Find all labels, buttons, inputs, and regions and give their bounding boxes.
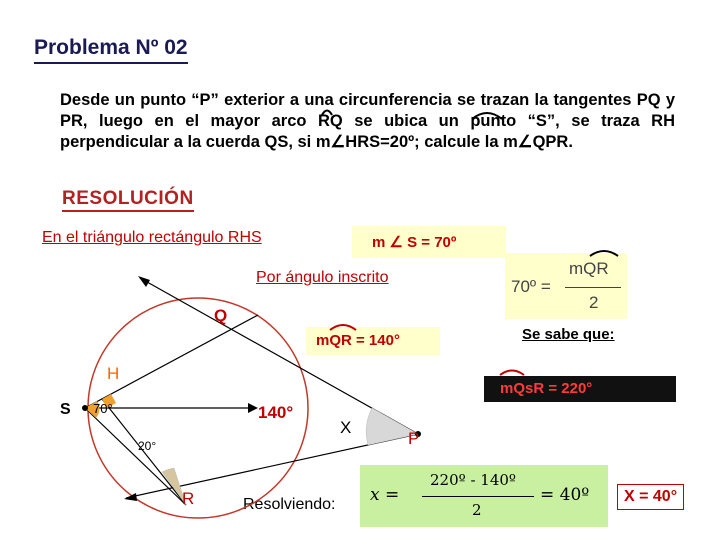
point-s <box>82 405 88 411</box>
label-x: X <box>340 418 352 437</box>
label-p: P <box>408 429 420 448</box>
arrowhead <box>248 403 258 413</box>
formula-numerator: mQR <box>569 259 609 278</box>
formula-lhs: 70º = <box>511 277 551 296</box>
label-angle-r: 20° <box>138 439 157 453</box>
arc-qr-value: mQR = 140° <box>316 332 400 349</box>
arc-mark <box>472 113 502 119</box>
formula-denominator: 2 <box>589 293 599 312</box>
arc-mark <box>322 111 332 116</box>
known-label: Se sabe que: <box>522 326 615 343</box>
equation-numerator: 220º - 140º <box>430 471 516 489</box>
step1-result: m ∠ S = 70º <box>372 234 457 251</box>
arc-qsr-value: mQsR = 220° <box>500 380 593 397</box>
equation-rhs: = 40º <box>540 485 590 505</box>
solve-label: Resolviendo: <box>243 496 336 513</box>
label-s: S <box>60 401 71 418</box>
answer-box: X = 40° <box>617 484 684 510</box>
label-arc-140: 140° <box>258 403 294 422</box>
segment-sr <box>85 408 186 505</box>
arc-mark <box>500 371 524 376</box>
arrowhead <box>138 276 150 287</box>
label-q: Q <box>214 306 228 325</box>
section-title: RESOLUCIÓN <box>62 188 194 212</box>
label-r: R <box>182 489 195 508</box>
problem-statement: Desde un punto “P” exterior a una circunferencia se trazan la tangentes PQ y PR, luego en el mayor arco RQ se ubica un punto “S”, se traza RH perpendicular a la cuerda QS, si m∠HRS=20º; calcule la m∠QPR. <box>60 91 675 151</box>
equation-lhs: x = <box>370 485 400 505</box>
page-title: Problema Nº 02 <box>34 36 188 64</box>
arc-mark <box>330 325 356 330</box>
label-angle-s: 70° <box>93 401 113 416</box>
equation-denominator: 2 <box>472 501 482 519</box>
label-h: H <box>107 364 120 383</box>
step1-label: En el triángulo rectángulo RHS <box>42 229 262 246</box>
step2-label: Por ángulo inscrito <box>256 269 389 286</box>
arc-mark <box>590 251 618 256</box>
